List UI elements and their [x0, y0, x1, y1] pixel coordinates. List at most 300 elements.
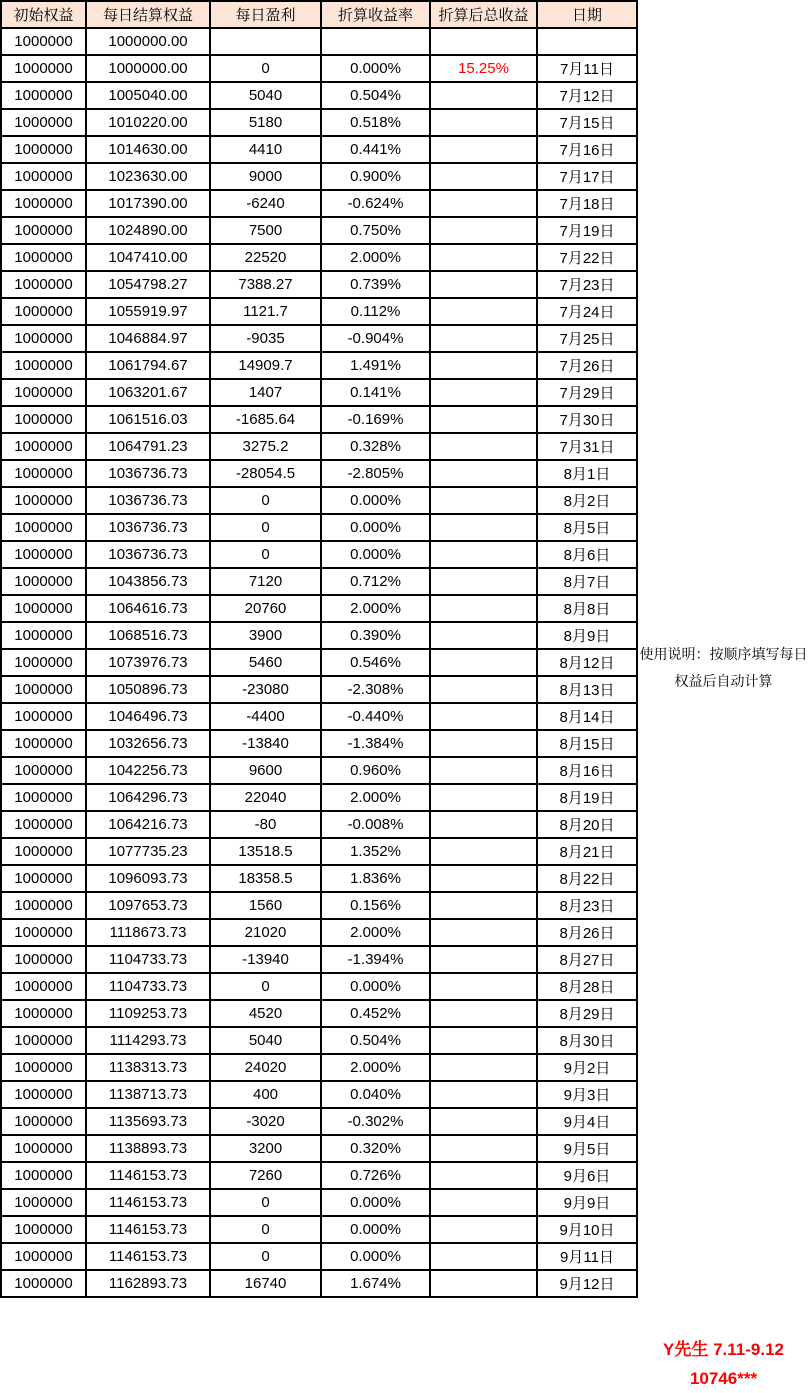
- cell-settlement-equity[interactable]: 1047410.00: [86, 244, 210, 271]
- cell-date[interactable]: 8月12日: [537, 649, 637, 676]
- cell-total-return[interactable]: [430, 163, 537, 190]
- cell-daily-profit[interactable]: 0: [210, 55, 321, 82]
- cell-daily-profit[interactable]: 0: [210, 487, 321, 514]
- cell-return-rate[interactable]: 0.112%: [321, 298, 430, 325]
- cell-initial-equity[interactable]: 1000000: [1, 514, 86, 541]
- cell-settlement-equity[interactable]: 1138313.73: [86, 1054, 210, 1081]
- cell-total-return[interactable]: [430, 487, 537, 514]
- cell-total-return[interactable]: [430, 82, 537, 109]
- cell-settlement-equity[interactable]: 1063201.67: [86, 379, 210, 406]
- cell-total-return[interactable]: [430, 1162, 537, 1189]
- cell-settlement-equity[interactable]: 1055919.97: [86, 298, 210, 325]
- cell-initial-equity[interactable]: 1000000: [1, 1054, 86, 1081]
- cell-date[interactable]: 7月24日: [537, 298, 637, 325]
- cell-settlement-equity[interactable]: 1138713.73: [86, 1081, 210, 1108]
- cell-initial-equity[interactable]: 1000000: [1, 676, 86, 703]
- cell-total-return[interactable]: [430, 1189, 537, 1216]
- cell-daily-profit[interactable]: 14909.7: [210, 352, 321, 379]
- cell-daily-profit[interactable]: 5040: [210, 1027, 321, 1054]
- table-row: [1, 1135, 637, 1162]
- cell-daily-profit[interactable]: 20760: [210, 595, 321, 622]
- cell-daily-profit[interactable]: -4400: [210, 703, 321, 730]
- cell-date[interactable]: 7月30日: [537, 406, 637, 433]
- cell-settlement-equity[interactable]: 1036736.73: [86, 541, 210, 568]
- cell-settlement-equity[interactable]: 1073976.73: [86, 649, 210, 676]
- cell-daily-profit[interactable]: 1121.7: [210, 298, 321, 325]
- cell-date[interactable]: 8月29日: [537, 1000, 637, 1027]
- cell-settlement-equity[interactable]: 1138893.73: [86, 1135, 210, 1162]
- cell-initial-equity[interactable]: 1000000: [1, 55, 86, 82]
- cell-return-rate[interactable]: 0.546%: [321, 649, 430, 676]
- cell-total-return[interactable]: [430, 1135, 537, 1162]
- cell-initial-equity[interactable]: 1000000: [1, 379, 86, 406]
- cell-return-rate[interactable]: 0.712%: [321, 568, 430, 595]
- cell-settlement-equity[interactable]: 1146153.73: [86, 1162, 210, 1189]
- cell-daily-profit[interactable]: 24020: [210, 1054, 321, 1081]
- cell-total-return[interactable]: [430, 757, 537, 784]
- cell-initial-equity[interactable]: 1000000: [1, 1108, 86, 1135]
- cell-settlement-equity[interactable]: 1064296.73: [86, 784, 210, 811]
- cell-daily-profit[interactable]: 22040: [210, 784, 321, 811]
- cell-initial-equity[interactable]: 1000000: [1, 1081, 86, 1108]
- cell-total-return[interactable]: [430, 406, 537, 433]
- cell-total-return[interactable]: [430, 460, 537, 487]
- cell-daily-profit[interactable]: 5180: [210, 109, 321, 136]
- cell-initial-equity[interactable]: 1000000: [1, 757, 86, 784]
- cell-daily-profit[interactable]: 3900: [210, 622, 321, 649]
- cell-settlement-equity[interactable]: 1114293.73: [86, 1027, 210, 1054]
- table-row: [1, 136, 637, 163]
- table-row: [1, 757, 637, 784]
- cell-date[interactable]: 7月17日: [537, 163, 637, 190]
- cell-date[interactable]: 7月11日: [537, 55, 637, 82]
- header-return-rate[interactable]: 折算收益率: [321, 1, 430, 28]
- cell-total-return[interactable]: [430, 541, 537, 568]
- cell-initial-equity[interactable]: 1000000: [1, 406, 86, 433]
- cell-total-return[interactable]: [430, 514, 537, 541]
- cell-date[interactable]: 8月22日: [537, 865, 637, 892]
- cell-daily-profit[interactable]: 0: [210, 973, 321, 1000]
- cell-settlement-equity[interactable]: 1104733.73: [86, 973, 210, 1000]
- table-row: [1, 55, 637, 82]
- cell-daily-profit[interactable]: 18358.5: [210, 865, 321, 892]
- cell-date[interactable]: 7月16日: [537, 136, 637, 163]
- cell-date[interactable]: 7月22日: [537, 244, 637, 271]
- cell-return-rate[interactable]: 0.000%: [321, 541, 430, 568]
- cell-return-rate[interactable]: 2.000%: [321, 784, 430, 811]
- cell-total-return[interactable]: [430, 973, 537, 1000]
- table-row: [1, 973, 637, 1000]
- cell-initial-equity[interactable]: 1000000: [1, 1216, 86, 1243]
- cell-return-rate[interactable]: 2.000%: [321, 919, 430, 946]
- cell-daily-profit[interactable]: 5460: [210, 649, 321, 676]
- cell-return-rate[interactable]: 0.739%: [321, 271, 430, 298]
- cell-date[interactable]: 8月27日: [537, 946, 637, 973]
- cell-total-return[interactable]: [430, 784, 537, 811]
- cell-settlement-equity[interactable]: 1050896.73: [86, 676, 210, 703]
- cell-return-rate[interactable]: 1.674%: [321, 1270, 430, 1297]
- cell-return-rate[interactable]: 0.000%: [321, 1189, 430, 1216]
- cell-settlement-equity[interactable]: 1162893.73: [86, 1270, 210, 1297]
- cell-return-rate[interactable]: -0.904%: [321, 325, 430, 352]
- table-row: [1, 946, 637, 973]
- cell-date[interactable]: 9月10日: [537, 1216, 637, 1243]
- cell-return-rate[interactable]: 0.518%: [321, 109, 430, 136]
- cell-return-rate[interactable]: 0.000%: [321, 1216, 430, 1243]
- cell-settlement-equity[interactable]: 1064791.23: [86, 433, 210, 460]
- cell-return-rate[interactable]: 0.000%: [321, 973, 430, 1000]
- cell-daily-profit[interactable]: 4520: [210, 1000, 321, 1027]
- table-row: [1, 730, 637, 757]
- cell-settlement-equity[interactable]: 1077735.23: [86, 838, 210, 865]
- cell-return-rate[interactable]: 2.000%: [321, 244, 430, 271]
- table-row: [1, 1189, 637, 1216]
- cell-return-rate[interactable]: -0.008%: [321, 811, 430, 838]
- cell-settlement-equity[interactable]: 1109253.73: [86, 1000, 210, 1027]
- cell-settlement-equity[interactable]: 1010220.00: [86, 109, 210, 136]
- cell-initial-equity[interactable]: 1000000: [1, 1270, 86, 1297]
- cell-total-return[interactable]: [430, 865, 537, 892]
- cell-date[interactable]: 8月7日: [537, 568, 637, 595]
- cell-initial-equity[interactable]: 1000000: [1, 190, 86, 217]
- cell-date[interactable]: 8月8日: [537, 595, 637, 622]
- cell-initial-equity[interactable]: 1000000: [1, 973, 86, 1000]
- cell-date[interactable]: 8月23日: [537, 892, 637, 919]
- cell-settlement-equity[interactable]: 1036736.73: [86, 460, 210, 487]
- cell-total-return[interactable]: [430, 1243, 537, 1270]
- cell-daily-profit[interactable]: -23080: [210, 676, 321, 703]
- cell-daily-profit[interactable]: -13940: [210, 946, 321, 973]
- cell-total-return[interactable]: [430, 730, 537, 757]
- cell-date[interactable]: 8月19日: [537, 784, 637, 811]
- cell-daily-profit[interactable]: [210, 28, 321, 55]
- cell-initial-equity[interactable]: 1000000: [1, 1027, 86, 1054]
- cell-settlement-equity[interactable]: 1036736.73: [86, 514, 210, 541]
- cell-initial-equity[interactable]: 1000000: [1, 487, 86, 514]
- header-daily-settlement[interactable]: 每日结算权益: [86, 1, 210, 28]
- cell-initial-equity[interactable]: 1000000: [1, 244, 86, 271]
- cell-daily-profit[interactable]: 7260: [210, 1162, 321, 1189]
- cell-date[interactable]: 7月12日: [537, 82, 637, 109]
- cell-daily-profit[interactable]: -3020: [210, 1108, 321, 1135]
- cell-initial-equity[interactable]: 1000000: [1, 1135, 86, 1162]
- cell-settlement-equity[interactable]: 1064616.73: [86, 595, 210, 622]
- cell-initial-equity[interactable]: 1000000: [1, 919, 86, 946]
- cell-initial-equity[interactable]: 1000000: [1, 811, 86, 838]
- cell-daily-profit[interactable]: 4410: [210, 136, 321, 163]
- cell-daily-profit[interactable]: 13518.5: [210, 838, 321, 865]
- cell-daily-profit[interactable]: -80: [210, 811, 321, 838]
- cell-initial-equity[interactable]: 1000000: [1, 730, 86, 757]
- cell-date[interactable]: 8月14日: [537, 703, 637, 730]
- cell-total-return[interactable]: 15.25%: [430, 55, 537, 82]
- cell-total-return[interactable]: [430, 811, 537, 838]
- cell-return-rate[interactable]: 1.491%: [321, 352, 430, 379]
- cell-initial-equity[interactable]: 1000000: [1, 541, 86, 568]
- cell-total-return[interactable]: [430, 1108, 537, 1135]
- cell-settlement-equity[interactable]: 1023630.00: [86, 163, 210, 190]
- cell-total-return[interactable]: [430, 622, 537, 649]
- cell-total-return[interactable]: [430, 1081, 537, 1108]
- cell-total-return[interactable]: [430, 1000, 537, 1027]
- cell-return-rate[interactable]: 0.960%: [321, 757, 430, 784]
- cell-date[interactable]: 8月30日: [537, 1027, 637, 1054]
- cell-daily-profit[interactable]: 0: [210, 1243, 321, 1270]
- cell-total-return[interactable]: [430, 109, 537, 136]
- usage-note: 使用说明：按顺序填写每日权益后自动计算: [639, 646, 808, 689]
- cell-date[interactable]: 8月21日: [537, 838, 637, 865]
- cell-return-rate[interactable]: -0.169%: [321, 406, 430, 433]
- cell-date[interactable]: 8月15日: [537, 730, 637, 757]
- cell-daily-profit[interactable]: 5040: [210, 82, 321, 109]
- cell-settlement-equity[interactable]: 1046496.73: [86, 703, 210, 730]
- cell-return-rate[interactable]: -0.624%: [321, 190, 430, 217]
- header-initial-equity[interactable]: 初始权益: [1, 1, 86, 28]
- cell-date[interactable]: 9月9日: [537, 1189, 637, 1216]
- cell-date[interactable]: 7月23日: [537, 271, 637, 298]
- cell-initial-equity[interactable]: 1000000: [1, 649, 86, 676]
- cell-daily-profit[interactable]: 9000: [210, 163, 321, 190]
- cell-date[interactable]: 8月9日: [537, 622, 637, 649]
- cell-initial-equity[interactable]: 1000000: [1, 82, 86, 109]
- cell-date[interactable]: 8月26日: [537, 919, 637, 946]
- cell-date[interactable]: 8月5日: [537, 514, 637, 541]
- cell-date[interactable]: 9月3日: [537, 1081, 637, 1108]
- cell-date[interactable]: [537, 28, 637, 55]
- cell-return-rate[interactable]: 0.328%: [321, 433, 430, 460]
- cell-settlement-equity[interactable]: 1061794.67: [86, 352, 210, 379]
- cell-return-rate[interactable]: 2.000%: [321, 1054, 430, 1081]
- header-date[interactable]: 日期: [537, 1, 637, 28]
- cell-initial-equity[interactable]: 1000000: [1, 568, 86, 595]
- cell-total-return[interactable]: [430, 1270, 537, 1297]
- cell-initial-equity[interactable]: 1000000: [1, 271, 86, 298]
- cell-daily-profit[interactable]: -6240: [210, 190, 321, 217]
- cell-settlement-equity[interactable]: 1118673.73: [86, 919, 210, 946]
- cell-return-rate[interactable]: 0.156%: [321, 892, 430, 919]
- cell-settlement-equity[interactable]: 1068516.73: [86, 622, 210, 649]
- cell-total-return[interactable]: [430, 244, 537, 271]
- cell-return-rate[interactable]: 0.900%: [321, 163, 430, 190]
- cell-total-return[interactable]: [430, 325, 537, 352]
- cell-initial-equity[interactable]: 1000000: [1, 622, 86, 649]
- cell-initial-equity[interactable]: 1000000: [1, 784, 86, 811]
- cell-initial-equity[interactable]: 1000000: [1, 136, 86, 163]
- cell-date[interactable]: 9月11日: [537, 1243, 637, 1270]
- cell-total-return[interactable]: [430, 352, 537, 379]
- cell-date[interactable]: 8月20日: [537, 811, 637, 838]
- cell-date[interactable]: 8月6日: [537, 541, 637, 568]
- cell-return-rate[interactable]: 0.320%: [321, 1135, 430, 1162]
- cell-settlement-equity[interactable]: 1014630.00: [86, 136, 210, 163]
- cell-settlement-equity[interactable]: 1135693.73: [86, 1108, 210, 1135]
- cell-total-return[interactable]: [430, 946, 537, 973]
- cell-daily-profit[interactable]: 0: [210, 514, 321, 541]
- cell-return-rate[interactable]: 0.504%: [321, 82, 430, 109]
- cell-date[interactable]: 7月26日: [537, 352, 637, 379]
- cell-settlement-equity[interactable]: 1042256.73: [86, 757, 210, 784]
- cell-date[interactable]: 8月2日: [537, 487, 637, 514]
- cell-initial-equity[interactable]: 1000000: [1, 595, 86, 622]
- cell-total-return[interactable]: [430, 838, 537, 865]
- cell-return-rate[interactable]: 0.000%: [321, 487, 430, 514]
- cell-daily-profit[interactable]: 22520: [210, 244, 321, 271]
- cell-return-rate[interactable]: 0.390%: [321, 622, 430, 649]
- cell-total-return[interactable]: [430, 28, 537, 55]
- cell-settlement-equity[interactable]: 1054798.27: [86, 271, 210, 298]
- cell-total-return[interactable]: [430, 433, 537, 460]
- cell-settlement-equity[interactable]: 1097653.73: [86, 892, 210, 919]
- cell-return-rate[interactable]: 0.000%: [321, 514, 430, 541]
- cell-date[interactable]: 7月25日: [537, 325, 637, 352]
- cell-total-return[interactable]: [430, 595, 537, 622]
- cell-daily-profit[interactable]: 400: [210, 1081, 321, 1108]
- cell-total-return[interactable]: [430, 379, 537, 406]
- cell-daily-profit[interactable]: 0: [210, 1189, 321, 1216]
- header-daily-profit[interactable]: 每日盈利: [210, 1, 321, 28]
- cell-return-rate[interactable]: 0.750%: [321, 217, 430, 244]
- cell-initial-equity[interactable]: 1000000: [1, 892, 86, 919]
- cell-total-return[interactable]: [430, 271, 537, 298]
- cell-daily-profit[interactable]: 3275.2: [210, 433, 321, 460]
- cell-daily-profit[interactable]: 3200: [210, 1135, 321, 1162]
- cell-total-return[interactable]: [430, 190, 537, 217]
- cell-initial-equity[interactable]: 1000000: [1, 325, 86, 352]
- cell-initial-equity[interactable]: 1000000: [1, 298, 86, 325]
- cell-return-rate[interactable]: -1.394%: [321, 946, 430, 973]
- cell-total-return[interactable]: [430, 1027, 537, 1054]
- cell-return-rate[interactable]: -1.384%: [321, 730, 430, 757]
- cell-daily-profit[interactable]: -28054.5: [210, 460, 321, 487]
- cell-date[interactable]: 9月4日: [537, 1108, 637, 1135]
- cell-initial-equity[interactable]: 1000000: [1, 352, 86, 379]
- cell-initial-equity[interactable]: 1000000: [1, 1162, 86, 1189]
- cell-date[interactable]: 8月28日: [537, 973, 637, 1000]
- cell-settlement-equity[interactable]: 1000000.00: [86, 28, 210, 55]
- cell-date[interactable]: 8月13日: [537, 676, 637, 703]
- cell-total-return[interactable]: [430, 919, 537, 946]
- table-row: [1, 28, 637, 55]
- cell-return-rate[interactable]: -2.308%: [321, 676, 430, 703]
- cell-initial-equity[interactable]: 1000000: [1, 1000, 86, 1027]
- cell-total-return[interactable]: [430, 568, 537, 595]
- cell-settlement-equity[interactable]: 1032656.73: [86, 730, 210, 757]
- cell-total-return[interactable]: [430, 649, 537, 676]
- cell-settlement-equity[interactable]: 1005040.00: [86, 82, 210, 109]
- cell-return-rate[interactable]: 1.352%: [321, 838, 430, 865]
- cell-settlement-equity[interactable]: 1043856.73: [86, 568, 210, 595]
- cell-return-rate[interactable]: 0.726%: [321, 1162, 430, 1189]
- cell-return-rate[interactable]: 0.000%: [321, 55, 430, 82]
- cell-settlement-equity[interactable]: 1146153.73: [86, 1189, 210, 1216]
- cell-date[interactable]: 8月1日: [537, 460, 637, 487]
- cell-daily-profit[interactable]: 16740: [210, 1270, 321, 1297]
- cell-date[interactable]: 9月2日: [537, 1054, 637, 1081]
- cell-settlement-equity[interactable]: 1036736.73: [86, 487, 210, 514]
- cell-total-return[interactable]: [430, 676, 537, 703]
- cell-total-return[interactable]: [430, 217, 537, 244]
- cell-initial-equity[interactable]: 1000000: [1, 433, 86, 460]
- cell-return-rate[interactable]: 0.000%: [321, 1243, 430, 1270]
- cell-return-rate[interactable]: -0.440%: [321, 703, 430, 730]
- cell-initial-equity[interactable]: 1000000: [1, 838, 86, 865]
- cell-date[interactable]: 7月15日: [537, 109, 637, 136]
- cell-settlement-equity[interactable]: 1061516.03: [86, 406, 210, 433]
- cell-date[interactable]: 9月6日: [537, 1162, 637, 1189]
- cell-initial-equity[interactable]: 1000000: [1, 163, 86, 190]
- cell-daily-profit[interactable]: 0: [210, 1216, 321, 1243]
- cell-daily-profit[interactable]: 7388.27: [210, 271, 321, 298]
- cell-total-return[interactable]: [430, 136, 537, 163]
- cell-daily-profit[interactable]: 1560: [210, 892, 321, 919]
- cell-daily-profit[interactable]: 7120: [210, 568, 321, 595]
- cell-return-rate[interactable]: 2.000%: [321, 595, 430, 622]
- cell-return-rate[interactable]: 0.441%: [321, 136, 430, 163]
- cell-daily-profit[interactable]: 21020: [210, 919, 321, 946]
- cell-daily-profit[interactable]: 9600: [210, 757, 321, 784]
- table-row: [1, 217, 637, 244]
- cell-initial-equity[interactable]: 1000000: [1, 865, 86, 892]
- cell-date[interactable]: 7月19日: [537, 217, 637, 244]
- cell-daily-profit[interactable]: -1685.64: [210, 406, 321, 433]
- cell-return-rate[interactable]: 0.452%: [321, 1000, 430, 1027]
- cell-date[interactable]: 7月31日: [537, 433, 637, 460]
- header-total-return[interactable]: 折算后总收益: [430, 1, 537, 28]
- cell-return-rate[interactable]: 1.836%: [321, 865, 430, 892]
- cell-date[interactable]: 7月29日: [537, 379, 637, 406]
- cell-settlement-equity[interactable]: 1146153.73: [86, 1243, 210, 1270]
- cell-return-rate[interactable]: -2.805%: [321, 460, 430, 487]
- cell-initial-equity[interactable]: 1000000: [1, 28, 86, 55]
- cell-settlement-equity[interactable]: 1024890.00: [86, 217, 210, 244]
- cell-daily-profit[interactable]: -9035: [210, 325, 321, 352]
- cell-initial-equity[interactable]: 1000000: [1, 1243, 86, 1270]
- cell-return-rate[interactable]: -0.302%: [321, 1108, 430, 1135]
- cell-initial-equity[interactable]: 1000000: [1, 109, 86, 136]
- cell-total-return[interactable]: [430, 892, 537, 919]
- cell-settlement-equity[interactable]: 1096093.73: [86, 865, 210, 892]
- table-row: [1, 595, 637, 622]
- cell-date[interactable]: 9月5日: [537, 1135, 637, 1162]
- cell-settlement-equity[interactable]: 1046884.97: [86, 325, 210, 352]
- cell-daily-profit[interactable]: 0: [210, 541, 321, 568]
- cell-settlement-equity[interactable]: 1064216.73: [86, 811, 210, 838]
- cell-daily-profit[interactable]: -13840: [210, 730, 321, 757]
- cell-date[interactable]: 9月12日: [537, 1270, 637, 1297]
- cell-initial-equity[interactable]: 1000000: [1, 946, 86, 973]
- cell-daily-profit[interactable]: 1407: [210, 379, 321, 406]
- cell-total-return[interactable]: [430, 298, 537, 325]
- cell-settlement-equity[interactable]: 1146153.73: [86, 1216, 210, 1243]
- cell-initial-equity[interactable]: 1000000: [1, 217, 86, 244]
- cell-date[interactable]: 8月16日: [537, 757, 637, 784]
- cell-return-rate[interactable]: 0.504%: [321, 1027, 430, 1054]
- cell-settlement-equity[interactable]: 1000000.00: [86, 55, 210, 82]
- cell-date[interactable]: 7月18日: [537, 190, 637, 217]
- cell-total-return[interactable]: [430, 1054, 537, 1081]
- cell-initial-equity[interactable]: 1000000: [1, 1189, 86, 1216]
- cell-daily-profit[interactable]: 7500: [210, 217, 321, 244]
- cell-return-rate[interactable]: [321, 28, 430, 55]
- cell-initial-equity[interactable]: 1000000: [1, 703, 86, 730]
- cell-total-return[interactable]: [430, 1216, 537, 1243]
- cell-settlement-equity[interactable]: 1017390.00: [86, 190, 210, 217]
- cell-settlement-equity[interactable]: 1104733.73: [86, 946, 210, 973]
- cell-return-rate[interactable]: 0.141%: [321, 379, 430, 406]
- cell-return-rate[interactable]: 0.040%: [321, 1081, 430, 1108]
- cell-total-return[interactable]: [430, 703, 537, 730]
- cell-initial-equity[interactable]: 1000000: [1, 460, 86, 487]
